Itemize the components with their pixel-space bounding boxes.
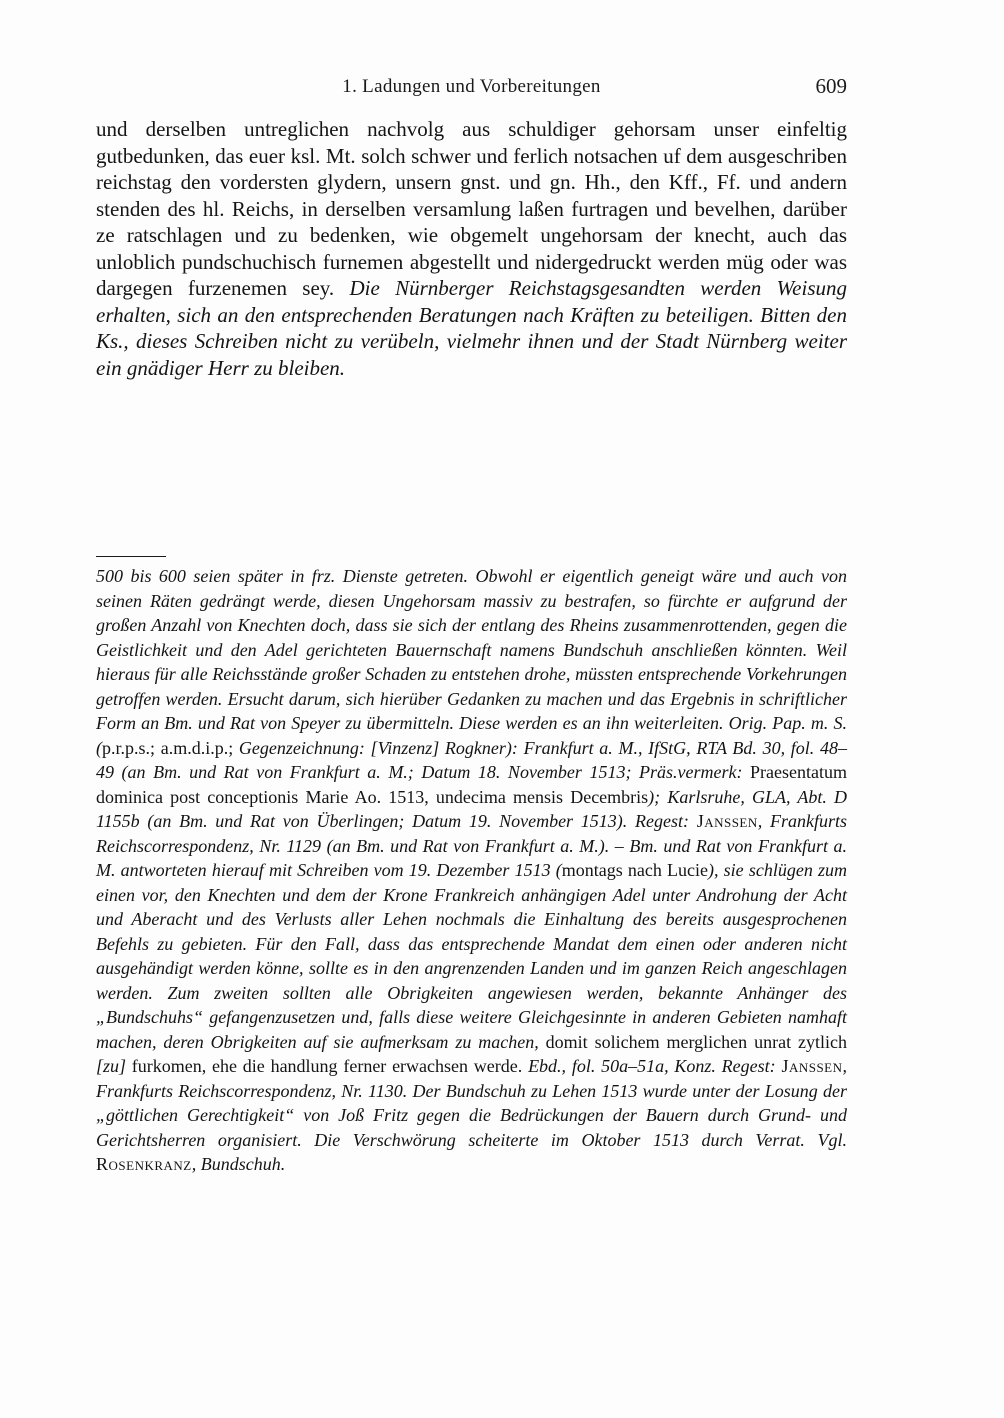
text-segment: Praesentatum dominica post conceptionis Marie Ao. 1513, undecima mensis Decembris [96,762,847,807]
text-segment: und derselben untreglichen nachvolg aus schuldiger gehorsam unser einfeltig gutbedunken, das euer ksl. Mt. solch schwer und ferlich notsachen uf dem ausgeschriben reichstag den vordersten glydern, unsern gnst. und gn. Hh., den Kff., Ff. und andern stenden des hl. Reichs, in derselben versamlung laßen furtragen und bevelhen, darüber ze ratschlagen und zu bedenken, wie obgemelt ungehorsam der knecht, auch das unloblich pundschuchisch furnemen abgestellt und nidergedruckt werden müg oder was dargegen furzenemen sey. [96,117,847,300]
section-title: 1. Ladungen und Vorbereitungen [342,76,601,97]
body-paragraph [96,116,847,381]
text-segment: p.r.p.s.; a.m.d.i.p.; [102,737,239,758]
text-segment: , Frankfurts Reichscorrespondenz, Nr. 1129 (an Bm. und Rat von Frankfurt a. M.). – Bm. und Rat von Frankfurt a. M. antworteten hierauf mit Schreiben vom 19. Dezember 1513 ( [96,811,847,880]
running-head [96,76,847,104]
text-segment: Die Nürnberger Reichstagsgesandten werden Weisung erhalten, sich an den entsprechenden Beratungen nach Kräften zu beteiligen. Bitten den Ks., dieses Schreiben nicht zu verübeln, vielmehr ihnen und der Stadt Nürnberg weiter ein gnädiger Herr zu bleiben. [96,276,847,380]
text-segment: Ebd., fol. 50a–51a, Konz. Regest: [528,1056,782,1076]
text-segment: Gegenzeichnung: [Vinzenz] Rogkner): Frankfurt a. M., IfStG, RTA Bd. 30, fol. 48–49 (an Bm. und Rat von Frankfurt a. M.; Datum 18. November 1513; Präs.vermerk: [96,737,848,782]
footnote-text [96,564,847,1177]
footnote-separator-rule [96,556,166,557]
text-segment: [zu] [96,1056,127,1076]
text-segment: ), sie schlügen zum einen vor, den Knechten und dem der Krone Frankreich anhängigen Adel unter Androhung der Acht und Aberacht und des Verlusts aller Lehen nochmals die Einhaltung des bereits ausgesprochenen Befehls zu gebieten. Für den Fall, dass das entsprechende Mandat dem einen oder anderen nicht ausgehändigt werden könne, sollte es in den angrenzenden Landen und im ganzen Reich angeschlagen werden. Zum zweiten sollten alle Obrigkeiten angewiesen werden, bekannte Anhänger des „Bundschuhs“ gefangenzusetzen und, falls diese weitere Gleichgesinnte in anderen Gebieten namhaft machen, deren Obrigkeiten auf sie aufmerksam zu machen, [96,860,847,1052]
text-segment: Janssen [696,811,758,831]
footnote-section [96,556,847,1177]
text-segment: domit solichem merglichen unrat zytlich [545,1031,847,1052]
text-segment: ); Karlsruhe, GLA, Abt. D 1155b (an Bm. und Rat von Überlingen; Datum 19. November 1513). Regest: [96,786,847,831]
text-segment: montags nach Lucie [561,860,709,880]
text-segment: , Frankfurts Reichscorrespondenz, Nr. 1130. Der Bundschuh zu Lehen 1513 wurde unter der Losung der „göttlichen Gerechtigkeit“ von Joß Fritz gegen die Bedrückungen der Bauern durch Grund- und Gerichtsherren organisiert. Die Verschwörung scheiterte im Oktober 1513 durch Verrat. Vgl. [96,1056,848,1150]
text-segment: furkomen, ehe die handlung ferner erwachsen werde. [126,1056,529,1076]
text-segment: 500 bis 600 seien später in frz. Dienste getreten. Obwohl er eigentlich geneigt wäre und auch von seinen Räten gedrängt werde, diesen Ungehorsam massiv zu bestrafen, so fürchte er aufgrund der großen Anzahl von Knechten doch, dass sie sich der entlang des Rheins zusammenrottenden, gegen die Geistlichkeit und den Adel gerichteten Bauernschaft namens Bundschuh anschließen könnten. Weil hieraus für alle Reichsstände großer Schaden zu entstehen drohe, müssten entsprechende Vorkehrungen getroffen werden. Ersucht darum, sich hierüber Gedanken zu machen und das Ergebnis in schriftlicher Form an Bm. und Rat von Speyer zu übermitteln. Diese werden es an ihn weiterleiten. Orig. Pap. m. S. ( [96,566,847,758]
text-segment: , Bundschuh. [191,1154,286,1174]
text-segment: Rosenkranz [96,1154,192,1174]
text-segment: Janssen [781,1056,843,1076]
page-number: 609 [815,74,847,98]
